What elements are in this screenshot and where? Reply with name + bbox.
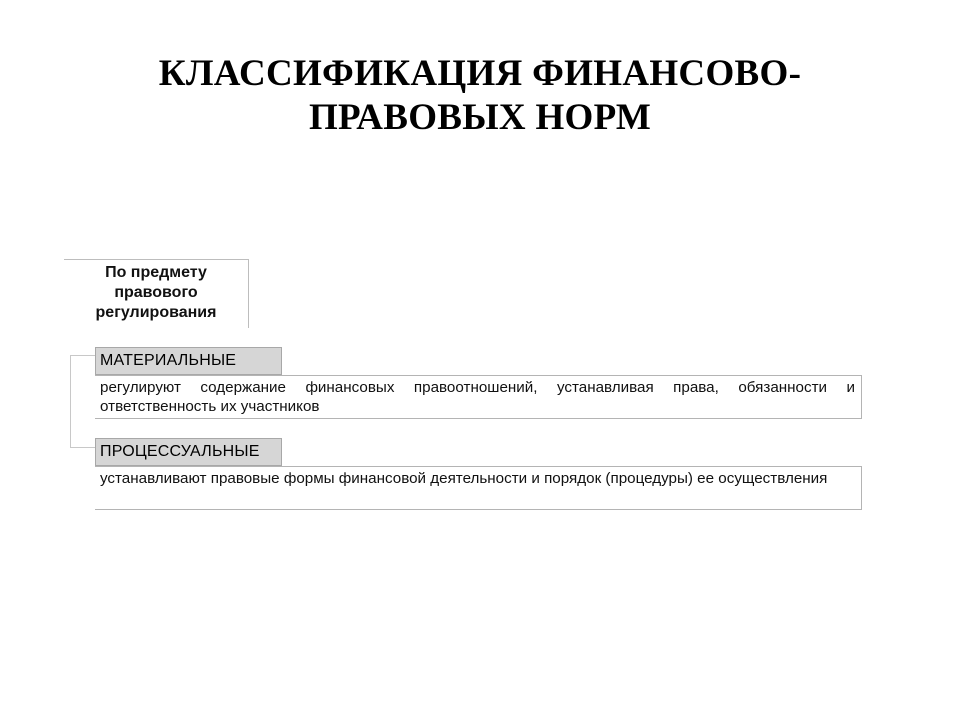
category-label-material: МАТЕРИАЛЬНЫЕ — [95, 347, 282, 375]
tree-connector-vertical — [70, 355, 71, 447]
slide-title — [0, 52, 960, 140]
slide-title-line-2: ПРАВОВЫХ НОРМ — [308, 97, 652, 138]
root-node-subject-of-regulation — [64, 259, 249, 328]
category-description-procedural: устанавливают правовые формы финансовой деятельности и порядок (процедуры) ее осуществления — [95, 466, 862, 510]
tree-connector-branch-material — [70, 355, 96, 356]
category-description-material: регулируют содержание финансовых правоотношений, устанавливая права, обязанности и ответственность их участников — [95, 375, 862, 419]
root-node-line-2: правового — [114, 284, 198, 301]
root-node-line-1: По предмету — [105, 264, 207, 281]
category-label-procedural: ПРОЦЕССУАЛЬНЫЕ — [95, 438, 282, 466]
tree-connector-branch-procedural — [70, 447, 96, 448]
slide-title-line-1: КЛАССИФИКАЦИЯ ФИНАНСОВО- — [158, 53, 802, 94]
root-node-line-3: регулирования — [95, 304, 217, 321]
